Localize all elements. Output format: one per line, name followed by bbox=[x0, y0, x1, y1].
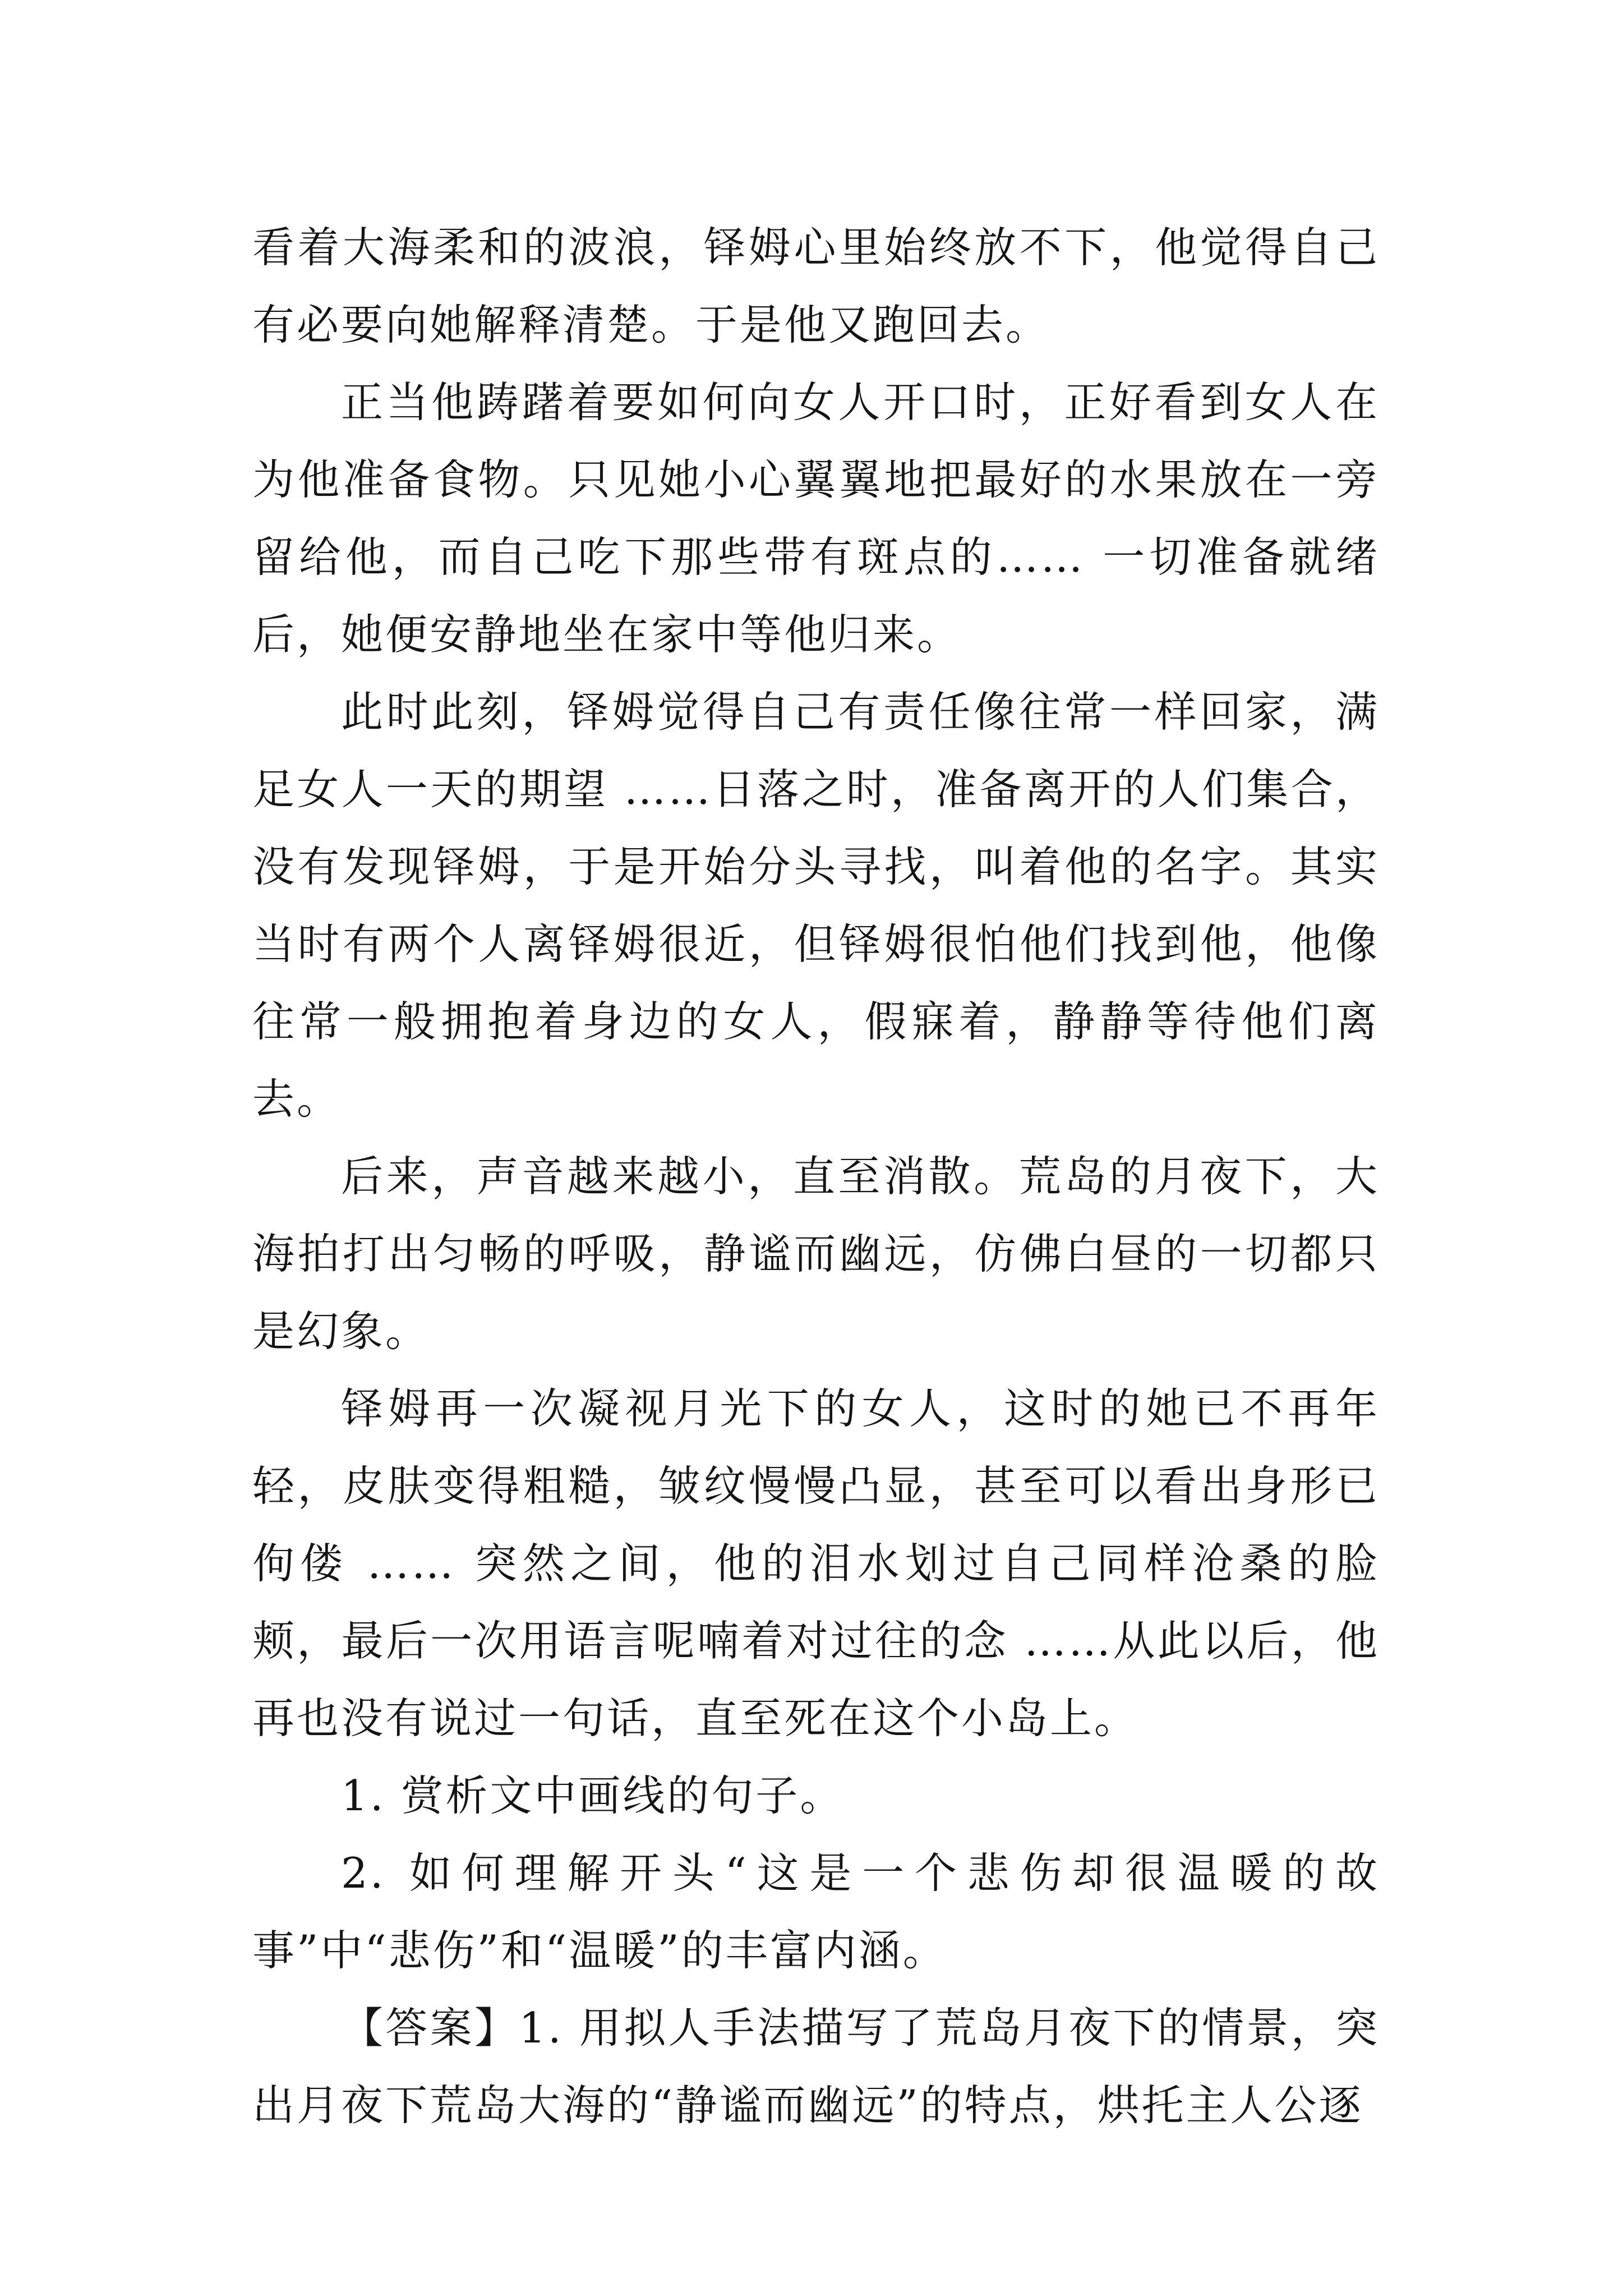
document-body bbox=[252, 209, 1380, 2144]
paragraph-4: 后来，声音越来越小，直至消散。荒岛的月夜下，大海拍打出匀畅的呼吸，静谧而幽远，仿佛白昼的一切都只是幻象。 bbox=[252, 1152, 1380, 1356]
question-2: 2. 如何理解开头“这是一个悲伤却很温暖的故事”中“悲伤”和“温暖”的丰富内涵。 bbox=[252, 1848, 1380, 1975]
answer-paragraph: 【答案】1. 用拟人手法描写了荒岛月夜下的情景，突出月夜下荒岛大海的“静谧而幽远”的特点，烘托主人公逐 bbox=[252, 2003, 1380, 2130]
question-1: 1. 赏析文中画线的句子。 bbox=[341, 1771, 845, 1820]
paragraph-2: 正当他踌躇着要如何向女人开口时，正好看到女人在为他准备食物。只见她小心翼翼地把最好的水果放在一旁留给他，而自己吃下那些带有斑点的…… 一切准备就绪后，她便安静地坐在家中等他归来。 bbox=[252, 378, 1380, 659]
paragraph-5: 铎姆再一次凝视月光下的女人，这时的她已不再年轻，皮肤变得粗糙，皱纹慢慢凸显，甚至可以看出身形已佝偻 …… 突然之间，他的泪水划过自己同样沧桑的脸颊，最后一次用语言呢喃着对过往的念 ……从此以后，他再也没有说过一句话，直至死在这个小岛上。 bbox=[252, 1384, 1380, 1743]
paragraph-3: 此时此刻，铎姆觉得自己有责任像往常一样回家，满足女人一天的期望 ……日落之时，准备离开的人们集合，没有发现铎姆，于是开始分头寻找，叫着他的名字。其实当时有两个人离铎姆很近，但铎姆很怕他们找到他，他像往常一般拥抱着身边的女人，假寐着，静静等待他们离去。 bbox=[252, 687, 1380, 1124]
paragraph-1: 看着大海柔和的波浪，铎姆心里始终放不下，他觉得自己有必要向她解释清楚。于是他又跑回去。 bbox=[252, 223, 1380, 349]
